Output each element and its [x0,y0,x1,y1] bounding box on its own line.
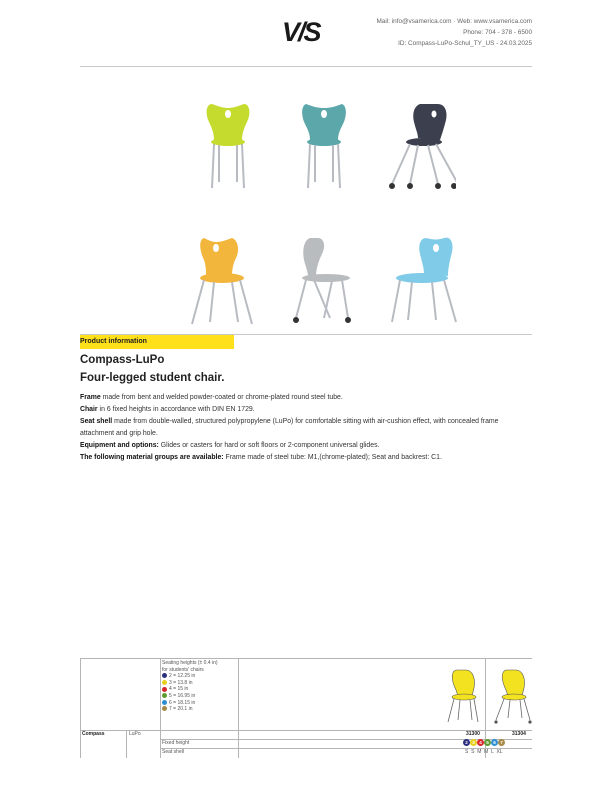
height-legend-item: 5 = 16.95 in [162,693,218,700]
height-legend-item: 6 = 18.15 in [162,700,218,707]
height-badges [463,739,505,746]
vs-logo [282,16,330,46]
chair-drawing-31304 [490,666,532,726]
height-legend-heading: Seating heights (± 0.4 in) [162,660,218,666]
chair-image-sky-blue [386,232,458,326]
height-legend [162,660,218,713]
color-dot-icon [162,687,167,692]
table-column-divider [160,658,161,758]
material-paragraph [80,452,532,464]
table-column-divider [238,658,239,758]
height-legend-item: 4 = 15 in [162,686,218,693]
equipment-text: Glides or casters for hard or soft floors or 2-component universal glides. [158,442,380,449]
row-variant: LuPo [129,731,141,737]
table-column-divider [126,730,127,758]
chair-image-navy-casters [384,100,456,194]
height-badge: 7 [498,739,505,746]
spec-table [80,658,532,758]
product-title: Compass-LuPo [80,354,165,366]
logo-text: V/S [282,17,320,46]
chair-paragraph [80,404,532,416]
contact-block [376,16,532,49]
seat-label: Seat shell [80,418,113,425]
frame-text: made from bent and welded powder-coated or chrome-plated round steel tube. [100,394,343,401]
color-dot-icon [162,700,167,705]
color-dot-icon [162,693,167,698]
height-badge: 4 [477,739,484,746]
equipment-label: Equipment and options: [80,442,159,449]
section-label-text: Product information [80,338,147,345]
seat-text: made from double-walled, structured polypropylene (LuPo) for comfortable sitting with air-cushion effect, with concealed frame attachment and grip hole. [80,418,499,437]
height-legend-heading: for students' chairs [162,666,204,673]
item-code-31300: 31300 [466,731,480,737]
section-label [80,335,234,349]
equipment-paragraph [80,440,532,452]
height-legend-item: 2 = 12.25 in [162,673,218,680]
height-badge: 2 [463,739,470,746]
table-top-border [80,658,532,659]
seat-paragraph [80,416,532,440]
product-description [80,392,532,464]
table-left-border [80,658,81,758]
chair-image-grey-casters [284,232,356,326]
height-badge: 5 [484,739,491,746]
header-divider [80,66,532,67]
height-legend-item: 3 = 13.8 in [162,680,218,687]
chair-text: in 6 fixed heights in accordance with DIN EN 1729. [97,406,255,413]
height-badge: 6 [491,739,498,746]
item-code-31304: 31304 [512,731,526,737]
mail-line: Mail: info@vsamerica.com · Web: www.vsamerica.com [376,18,532,25]
row-model: Compass [82,731,105,737]
color-dot-icon [162,680,167,685]
chair-image-lime [192,100,264,194]
material-text: Frame made of steel tube: M1,(chrome-plated); Seat and backrest: C1. [223,454,442,461]
color-dot-icon [162,706,167,711]
phone-line: Phone: 704 - 378 - 6500 [463,29,532,36]
chair-drawing-31300 [442,666,482,726]
fixed-height-label: Fixed height [162,740,190,746]
table-row-divider [80,730,532,731]
material-label: The following material groups are available: [80,454,224,461]
document-id-line: ID: Compass-LuPo-Schul_TY_US - 24.03.2025 [398,40,532,47]
color-dot-icon [162,673,167,678]
frame-paragraph [80,392,532,404]
chair-image-teal [288,100,360,194]
height-badge: 3 [470,739,477,746]
size-row: S S M M L XL [465,749,503,755]
product-subtitle: Four-legged student chair. [80,372,225,384]
chair-label: Chair [80,406,98,413]
seat-shell-label: Seat shell [162,749,184,755]
frame-label: Frame [80,394,101,401]
chair-image-yellow [186,232,258,326]
height-legend-item: 7 = 20.1 in [162,706,218,713]
